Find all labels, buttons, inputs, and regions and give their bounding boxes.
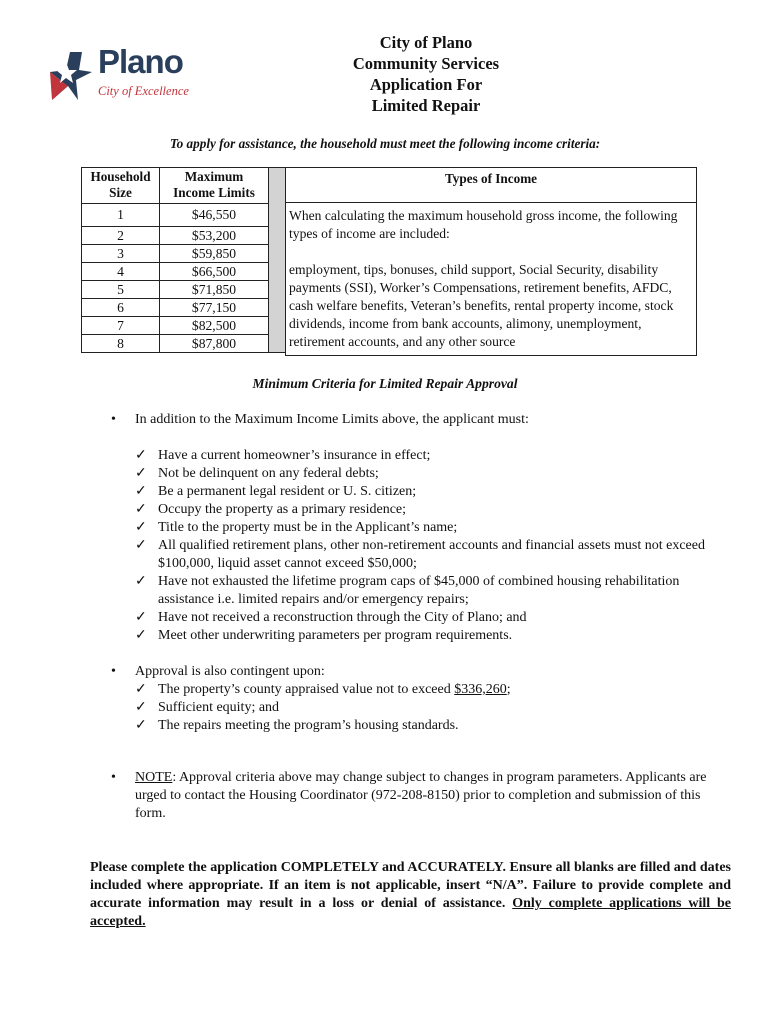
list-item: ✓ Title to the property must be in the Applicant’s name;: [135, 520, 458, 535]
list-item: ✓ Have not received a reconstruction through the City of Plano; and: [135, 610, 527, 625]
checkmark-icon: ✓: [135, 628, 147, 643]
checkmark-icon: ✓: [135, 448, 147, 463]
title-line: Community Services: [352, 54, 500, 73]
list-item: ✓ The property’s county appraised value not to exceed $336,260;: [135, 682, 511, 697]
star-emblem-icon: [48, 50, 96, 102]
list-item: ✓ Be a permanent legal resident or U. S. citizen;: [135, 484, 417, 499]
size-cell: 1: [82, 204, 160, 227]
complete-applications-warning: Only complete applications will be accepted.: [90, 896, 731, 929]
title-line: Application For: [369, 75, 483, 94]
title-line: Limited Repair: [371, 96, 481, 115]
list-item: ✓ Have a current homeowner’s insurance in effect;: [135, 448, 431, 463]
checkmark-icon: ✓: [135, 700, 147, 715]
appraised-value: $336,260: [454, 682, 507, 697]
checkmark-icon: ✓: [135, 520, 147, 535]
table-row: [82, 227, 286, 245]
checkmark-icon: ✓: [135, 502, 147, 517]
limit-cell: $77,150: [160, 299, 269, 317]
plano-logo: [48, 43, 198, 106]
limit-cell: $59,850: [160, 245, 269, 263]
household-size-header: Household Size: [82, 168, 160, 204]
table-row: [82, 299, 286, 317]
checkmark-icon: ✓: [135, 538, 147, 553]
size-cell: 4: [82, 263, 160, 281]
bullet-icon: •: [111, 412, 116, 427]
income-criteria-intro: To apply for assistance, the household must meet the following income criteria:: [169, 136, 601, 151]
section2-lead: Approval is also contingent upon:: [135, 664, 325, 679]
types-of-income-text: [286, 203, 696, 351]
limit-cell: $87,800: [160, 335, 269, 353]
completion-instructions: Please complete the application COMPLETELY and ACCURATELY. Ensure all blanks are filled and dates included where appropriate. If an item is not applicable, insert “N/A”. Failure to provide complete and accurate information may result in a loss or denial of assistance. Only complete applications will be accepted.: [90, 860, 731, 929]
limit-cell: $66,500: [160, 263, 269, 281]
list-item: ✓ The repairs meeting the program’s housing standards.: [135, 718, 459, 733]
bullet-icon: •: [111, 770, 116, 785]
table-row: [82, 281, 286, 299]
types-of-income-box: [285, 167, 697, 356]
list-item: ✓ All qualified retirement plans, other non-retirement accounts and financial assets must not exceed $100,000, liquid asset cannot exceed $50,000;: [135, 538, 705, 571]
list-item: ✓ Have not exhausted the lifetime program caps of $45,000 of combined housing rehabilitation assistance i.e. limited repairs and/or emergency repairs;: [135, 574, 680, 607]
income-list: employment, tips, bonuses, child support, Social Security, disability payments (SSI), Worker’s Compensations, retirement benefits, AFDC, cash welfare benefits, Veteran’s benefits, rental property income, stock dividends, income from bank accounts, alimony, unemployment, retirement accounts, and any other source: [289, 262, 674, 349]
table-row: [82, 204, 286, 227]
list-item: ✓ Occupy the property as a primary residence;: [135, 502, 407, 517]
note-label: NOTE: [135, 770, 173, 785]
checkmark-icon: ✓: [135, 610, 147, 625]
bullet-icon: •: [111, 664, 116, 679]
section2-checklist: [135, 681, 730, 735]
table-row: [82, 245, 286, 263]
limit-cell: $53,200: [160, 227, 269, 245]
checkmark-icon: ✓: [135, 484, 147, 499]
size-cell: 8: [82, 335, 160, 353]
size-cell: 7: [82, 317, 160, 335]
limit-cell: $71,850: [160, 281, 269, 299]
max-income-header: Maximum Income Limits: [160, 168, 269, 204]
income-limits-table: [81, 167, 286, 353]
list-item: ✓ Not be delinquent on any federal debts;: [135, 466, 379, 481]
table-row: [82, 317, 286, 335]
shaded-divider: [269, 168, 286, 353]
title-line: City of Plano: [379, 33, 473, 52]
document-title: [300, 32, 552, 116]
size-cell: 2: [82, 227, 160, 245]
checkmark-icon: ✓: [135, 718, 147, 733]
note-paragraph: NOTE: Approval criteria above may change subject to changes in program parameters. Applicants are urged to contact the Housing Coordinator (972-208-8150) prior to completion and submission of this form.: [135, 770, 707, 821]
list-item: ✓ Sufficient equity; and: [135, 700, 280, 715]
list-item: ✓ Meet other underwriting parameters per program requirements.: [135, 628, 513, 643]
types-of-income-header: Types of Income: [286, 168, 696, 203]
logo-wordmark: Plano: [98, 43, 183, 80]
income-intro: When calculating the maximum household gross income, the following types of income are included:: [289, 208, 678, 241]
checkmark-icon: ✓: [135, 682, 147, 697]
table-row: [82, 335, 286, 353]
size-cell: 3: [82, 245, 160, 263]
criteria-title: Minimum Criteria for Limited Repair Approval: [252, 376, 518, 391]
section1-lead: In addition to the Maximum Income Limits above, the applicant must:: [135, 412, 529, 427]
checkmark-icon: ✓: [135, 574, 147, 589]
checkmark-icon: ✓: [135, 466, 147, 481]
limit-cell: $46,550: [160, 204, 269, 227]
size-cell: 5: [82, 281, 160, 299]
logo-tagline: City of Excellence: [98, 84, 189, 98]
limit-cell: $82,500: [160, 317, 269, 335]
table-row: [82, 263, 286, 281]
size-cell: 6: [82, 299, 160, 317]
section1-checklist: [135, 447, 730, 645]
